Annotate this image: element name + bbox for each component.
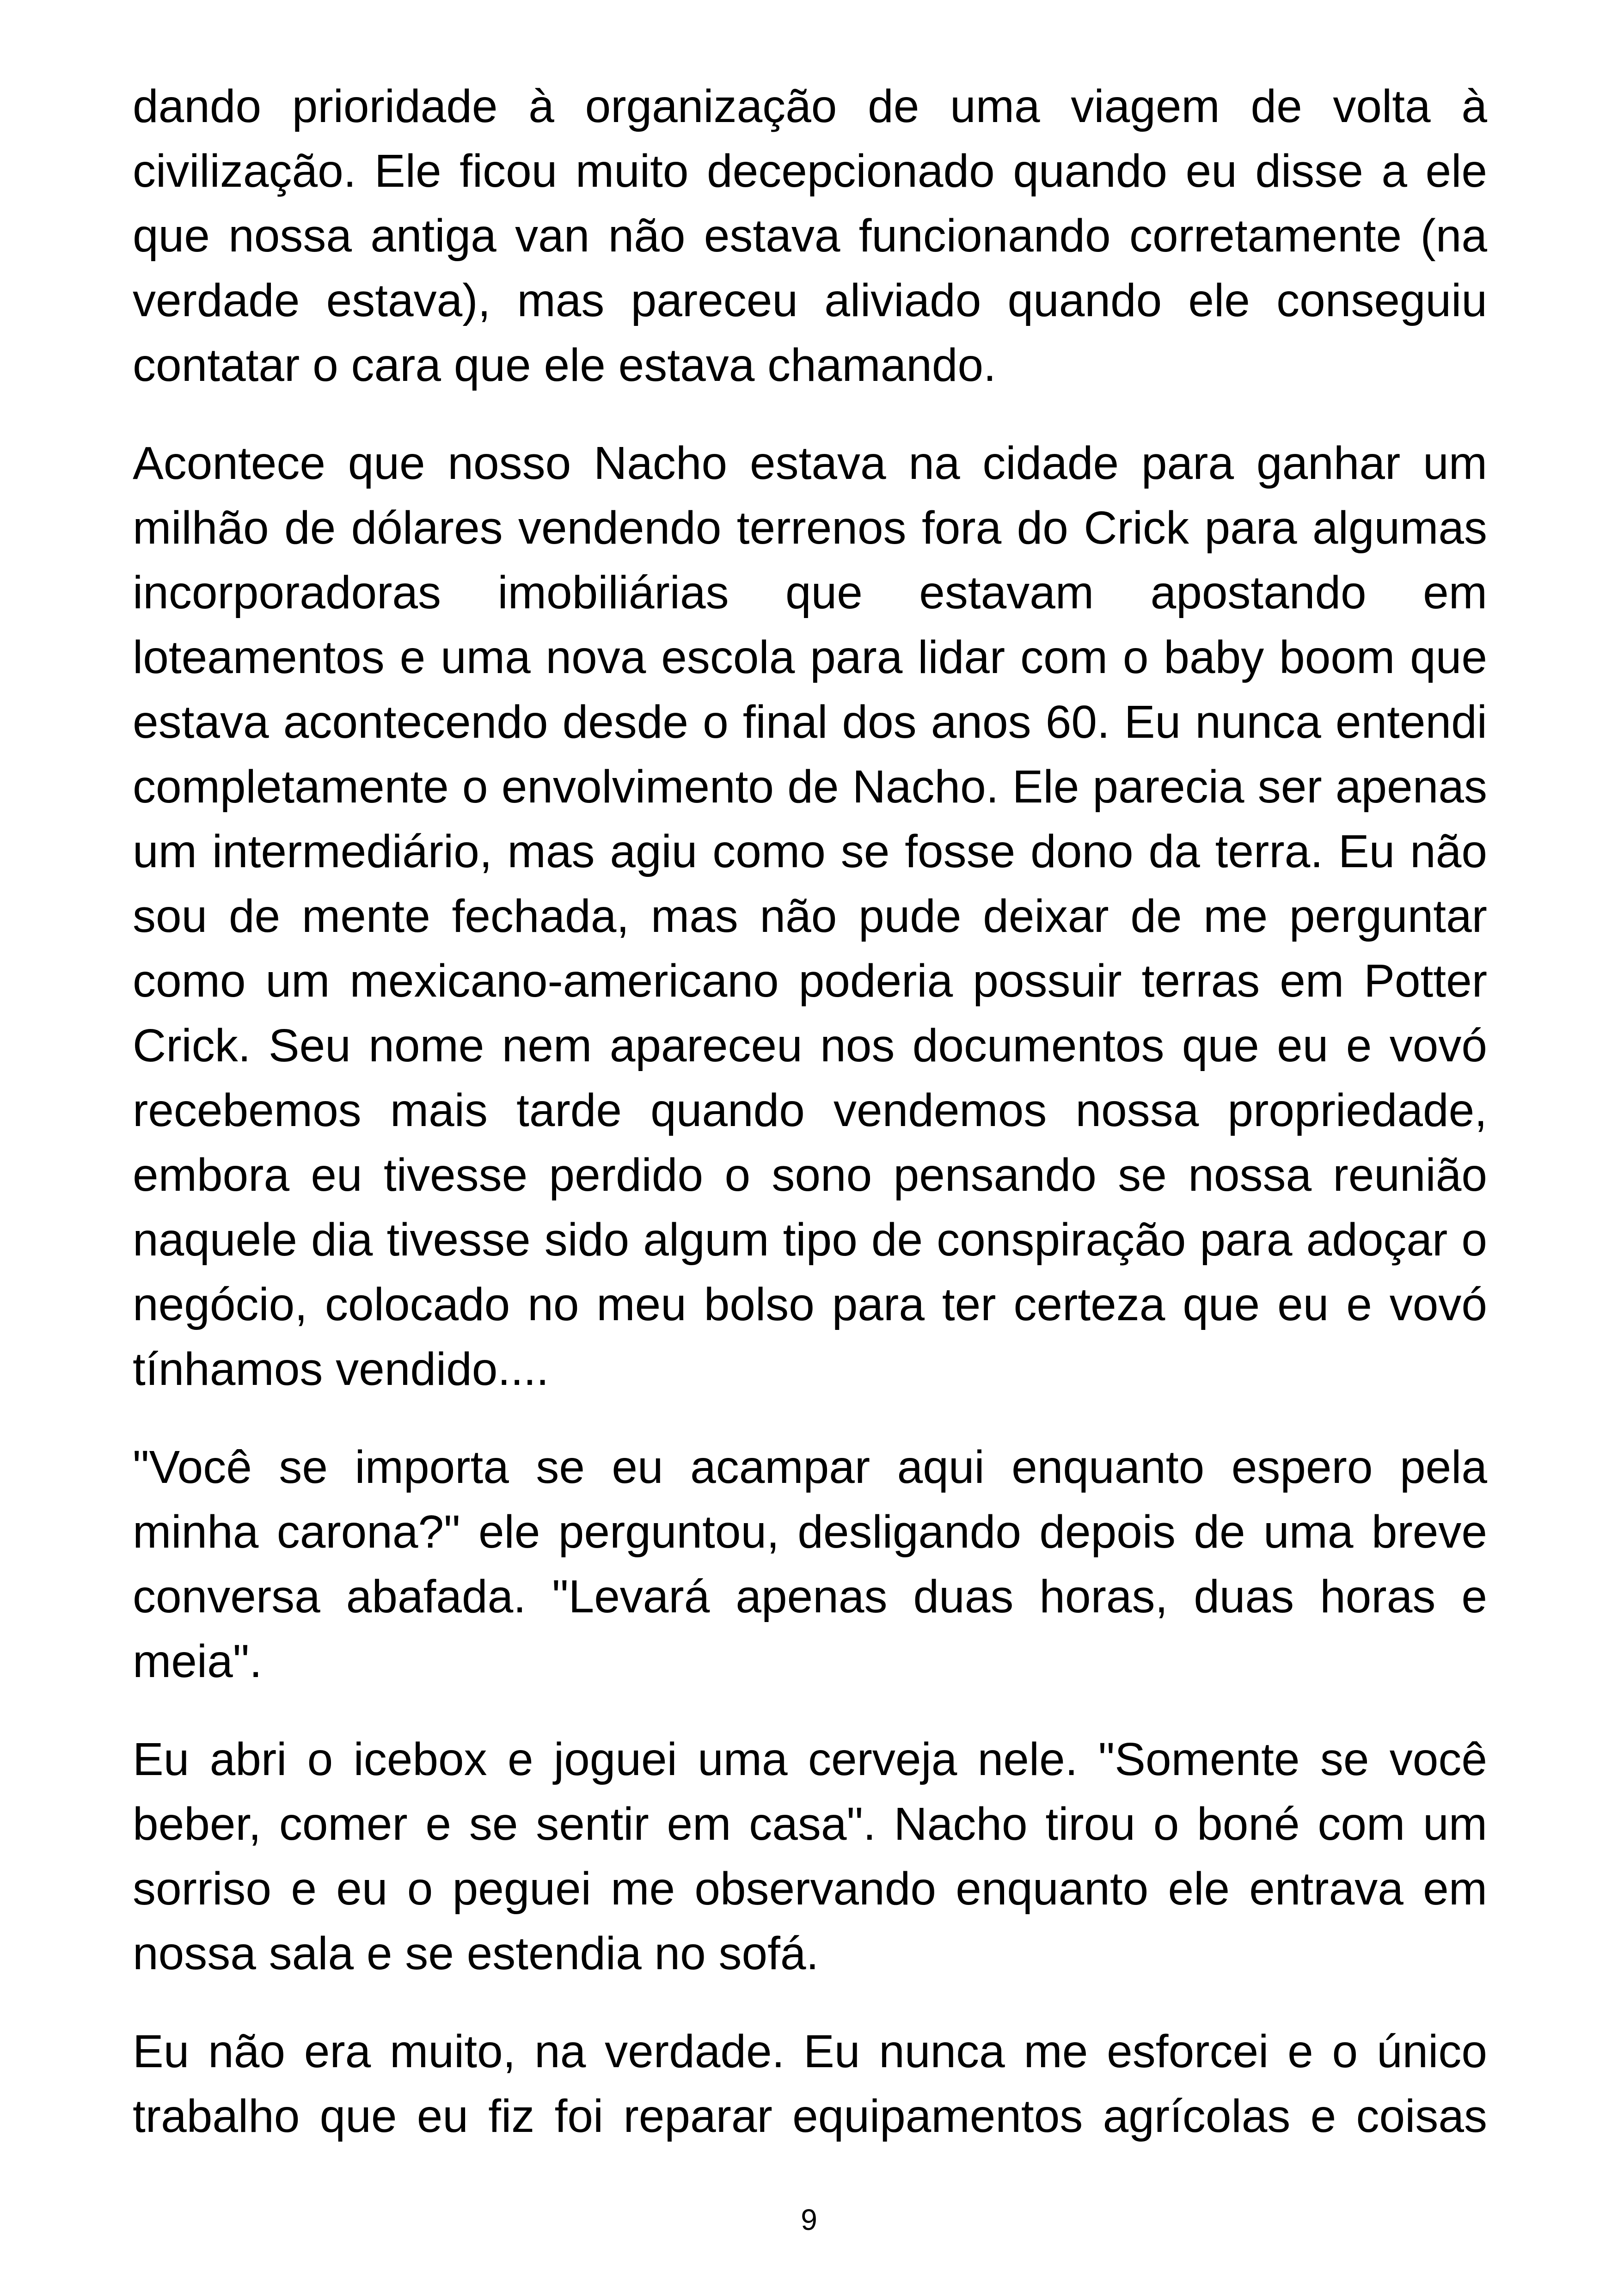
page-number: 9 <box>801 2203 817 2236</box>
paragraph-2: Acontece que nosso Nacho estava na cidade para ganhar um milhão de dólares vendendo terrenos fora do Crick para algumas incorporadoras imobiliárias que estavam apostando em loteamentos e uma nova escola para lidar com o baby boom que estava acontecendo desde o final dos anos 60. Eu nunca entendi completamente o envolvimento de Nacho. Ele parecia ser apenas um intermediário, mas agiu como se fosse dono da terra. Eu não sou de mente fechada, mas não pude deixar de me perguntar como um mexicano-americano poderia possuir terras em Potter Crick. Seu nome nem apareceu nos documentos que eu e vovó recebemos mais tarde quando vendemos nossa propriedade, embora eu tivesse perdido o sono pensando se nossa reunião naquele dia tivesse sido algum tipo de conspiração para adoçar o negócio, colocado no meu bolso para ter certeza que eu e vovó tínhamos vendido.... <box>133 437 1487 1395</box>
paragraph-4: Eu abri o icebox e joguei uma cerveja nele. "Somente se você beber, comer e se sentir em casa". Nacho tirou o boné com um sorriso e eu o peguei me observando enquanto ele entrava em nossa sala e se estendia no sofá. <box>133 1733 1487 1979</box>
paragraph-1: dando prioridade à organização de uma viagem de volta à civilização. Ele ficou muito decepcionado quando eu disse a ele que nossa antiga van não estava funcionando corretamente (na verdade estava), mas pareceu aliviado quando ele conseguiu contatar o cara que ele estava chamando. <box>133 80 1487 391</box>
paragraph-5: Eu não era muito, na verdade. Eu nunca me esforcei e o único trabalho que eu fiz foi reparar equipamentos agrícolas e coisas <box>133 2026 1487 2142</box>
paragraph-3: "Você se importa se eu acampar aqui enquanto espero pela minha carona?" ele perguntou, desligando depois de uma breve conversa abafada. "Levará apenas duas horas, duas horas e meia". <box>133 1441 1487 1687</box>
body-text <box>133 74 1487 2149</box>
